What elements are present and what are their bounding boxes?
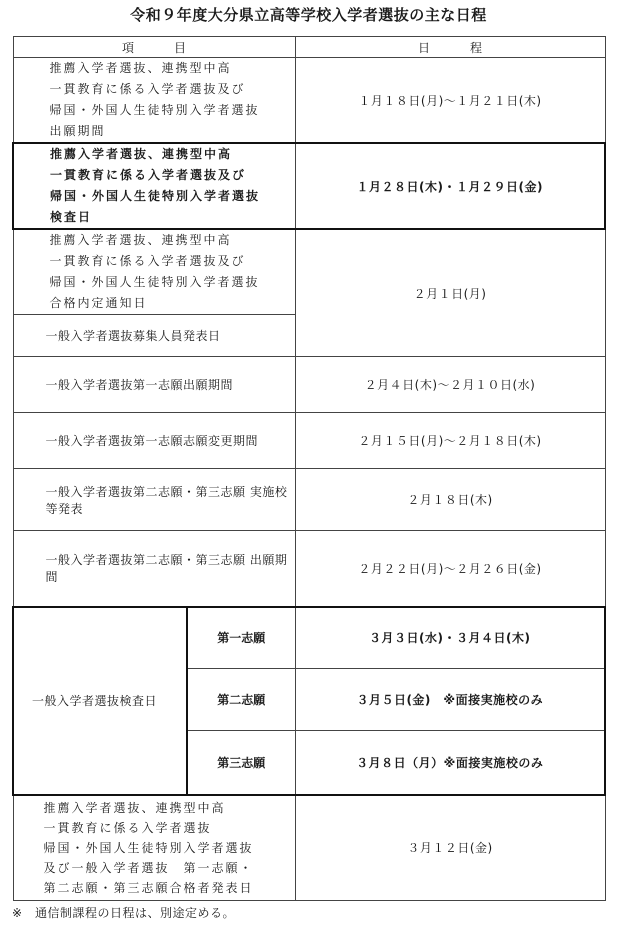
date-cell: ３月３日(水)・３月４日(木) — [295, 607, 605, 669]
date-cell: ３月８日（月）※面接実施校のみ — [295, 731, 605, 795]
item-line: 一貫教育に係る入学者選抜 — [43, 820, 212, 835]
item-line: 一般入学者選抜第二志願・第三志願 — [45, 484, 246, 499]
item-line: 出願期間 — [45, 553, 288, 585]
table-row — [13, 469, 605, 531]
header-row — [13, 37, 605, 58]
date-cell: ２月４日(木)〜２月１０日(水) — [295, 357, 605, 413]
item-line: 一貫教育に係る入学者選抜及び — [50, 168, 247, 182]
table-row — [13, 143, 605, 229]
item-cell: 一般入学者選抜第一志願出願期間 — [13, 357, 295, 413]
item-cell — [13, 143, 295, 229]
item-line: 推薦入学者選抜、連携型中高 — [50, 147, 233, 161]
item-line: 帰国・外国人生徒特別入学者選抜 — [50, 189, 261, 203]
date-cell: ２月２２日(月)〜２月２６日(金) — [295, 531, 605, 607]
item-line: 帰国・外国人生徒特別入学者選抜 — [49, 103, 260, 117]
table-row — [13, 58, 605, 144]
item-cell: 一般入学者選抜募集人員発表日 — [13, 315, 295, 357]
item-cell — [13, 229, 295, 315]
item-line: 第二志願・第三志願合格者発表日 — [43, 880, 254, 895]
header-date: 日程 — [295, 37, 605, 58]
footnote: ※ 通信制課程の日程は、別途定める。 — [12, 906, 236, 920]
header-item: 項目 — [13, 37, 295, 58]
date-cell: ３月５日(金) ※面接実施校のみ — [295, 669, 605, 731]
item-line: 帰国・外国人生徒特別入学者選抜 — [43, 840, 254, 855]
item-cell: 一般入学者選抜検査日 — [13, 607, 187, 795]
sub-label-cell: 第二志願 — [187, 669, 295, 731]
sub-label-cell: 第三志願 — [187, 731, 295, 795]
item-line: 及び一般入学者選抜 第一志願・ — [43, 860, 254, 875]
schedule-table — [12, 36, 606, 901]
table-row — [13, 795, 605, 901]
item-line: 一般入学者選抜第二志願・第三志願 — [45, 553, 246, 568]
table-row — [13, 357, 605, 413]
table-row — [13, 607, 605, 669]
date-cell: ２月１８日(木) — [295, 469, 605, 531]
item-line: 推薦入学者選抜、連携型中高 — [49, 233, 232, 247]
page-title: 令和９年度大分県立高等学校入学者選抜の主な日程 — [130, 6, 487, 24]
date-cell: ３月１２日(金) — [295, 795, 605, 901]
item-line: 検査日 — [50, 210, 93, 224]
item-line: 一貫教育に係る入学者選抜及び — [49, 82, 246, 96]
item-cell — [13, 469, 295, 531]
date-cell: ２月１日(月) — [295, 229, 605, 357]
item-line: 推薦入学者選抜、連携型中高 — [49, 61, 232, 75]
table-row — [13, 229, 605, 315]
item-line: 推薦入学者選抜、連携型中高 — [43, 800, 226, 815]
item-cell — [13, 795, 295, 901]
item-cell — [13, 58, 295, 144]
sub-label-cell: 第一志願 — [187, 607, 295, 669]
item-line: 帰国・外国人生徒特別入学者選抜 — [49, 275, 260, 289]
item-cell: 一般入学者選抜第一志願志願変更期間 — [13, 413, 295, 469]
date-cell: １月２８日(木)・１月２９日(金) — [295, 143, 605, 229]
date-cell: １月１８日(月)〜１月２１日(木) — [295, 58, 605, 144]
date-cell: ２月１５日(月)〜２月１８日(木) — [295, 413, 605, 469]
item-cell — [13, 531, 295, 607]
item-line: 出願期間 — [49, 124, 106, 138]
table-row — [13, 413, 605, 469]
item-line: 一貫教育に係る入学者選抜及び — [49, 254, 246, 268]
table-row — [13, 531, 605, 607]
item-line: 合格内定通知日 — [49, 296, 148, 310]
item-line: 実施校等発表 — [45, 484, 288, 516]
